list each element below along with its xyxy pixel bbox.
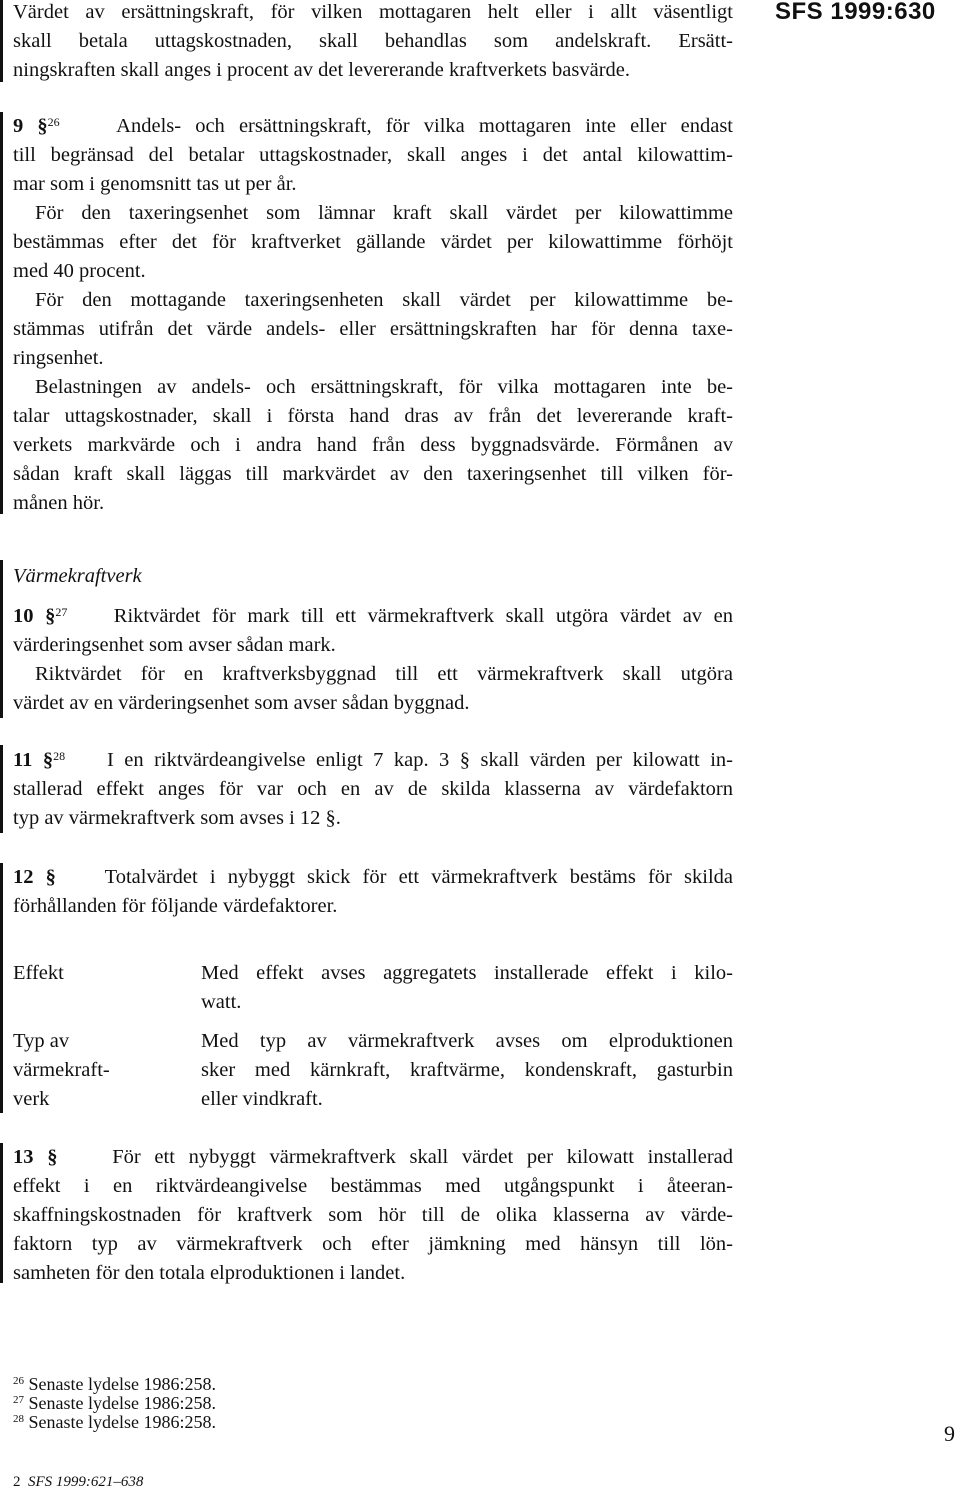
- section-heading: Värmekraftverk: [13, 565, 142, 587]
- factor-description: [201, 1027, 733, 1114]
- text-line: ringsenhet.: [13, 347, 104, 369]
- text-line: ningskraften skall anges i procent av det levererande kraftverkets basvärde.: [13, 59, 631, 81]
- page-number: 9: [944, 1421, 955, 1446]
- text-line: samheten för den totala elproduktionen i landet.: [13, 1262, 406, 1284]
- text-span: Riktvärdet för mark till ett värmekraftverk skall utgöra värdet av en: [113, 605, 734, 627]
- footnote-ref: 28: [53, 749, 66, 763]
- text-line: Med effekt avses aggregatets installerade effekt i kilo-: [201, 962, 733, 984]
- text-line: Belastningen av andels- och ersättningskraft, för vilka mottagaren inte be-: [35, 376, 733, 398]
- text-line: typ av värmekraftverk som avses i 12 §.: [13, 807, 341, 829]
- footnote: [13, 1413, 216, 1432]
- text-line: [13, 863, 733, 892]
- footnote: [13, 1394, 216, 1413]
- factor-term: [13, 1027, 110, 1114]
- term-line: Effekt: [13, 962, 64, 984]
- text-line: värderingsenhet som avser sådan mark.: [13, 634, 336, 656]
- section-10: [13, 602, 733, 718]
- factor-description: [201, 959, 733, 1017]
- text-line: skaffningskostnaden för kraftverk som hör till de olika klasserna av värde-: [13, 1204, 733, 1226]
- text-line: faktorn typ av värmekraftverk och efter jämkning med hänsyn till lön-: [13, 1233, 733, 1255]
- text-line: talar uttagskostnader, skall i första hand dras av från det levererande kraft-: [13, 405, 733, 427]
- footnote-text: Senaste lydelse 1986:258.: [28, 1393, 216, 1413]
- text-line: watt.: [201, 991, 242, 1013]
- footer-reference: [13, 1473, 143, 1491]
- text-line: bestämmas efter det för kraftverket gällande värdet per kilowattimme förhöjt: [13, 231, 733, 253]
- footnote-number: 26: [13, 1375, 24, 1387]
- text-line: värdet av en värderingsenhet som avser sådan byggnad.: [13, 692, 470, 714]
- text-line: [13, 602, 733, 631]
- document-reference: SFS 1999:630: [775, 0, 936, 25]
- change-bar: [0, 745, 3, 833]
- footnote: [13, 1375, 216, 1394]
- footnote-text: Senaste lydelse 1986:258.: [28, 1374, 216, 1394]
- footer-ref: SFS 1999:621–638: [28, 1474, 144, 1490]
- section-number: 13 §: [13, 1146, 58, 1168]
- term-line: värmekraft-: [13, 1059, 110, 1081]
- text-span: I en riktvärdeangivelse enligt 7 kap. 3 § skall värden per kilowatt in-: [106, 749, 733, 771]
- text-line: verkets markvärde och i andra hand från dess byggnadsvärde. Förmånen av: [13, 434, 733, 456]
- text-line: [13, 746, 733, 775]
- footnote-ref: 27: [55, 605, 68, 619]
- text-span: För ett nybyggt värmekraftverk skall värdet per kilowatt installerad: [112, 1146, 734, 1168]
- section-number: 10 §: [13, 605, 56, 627]
- change-bar: [0, 560, 3, 718]
- footnote-text: Senaste lydelse 1986:258.: [28, 1412, 216, 1432]
- text-span: Andels- och ersättningskraft, för vilka mottagaren inte eller endast: [116, 115, 734, 137]
- section-number: 11 §: [13, 749, 54, 771]
- change-bar: [0, 863, 3, 1113]
- text-line: mar som i genomsnitt tas ut per år.: [13, 173, 297, 195]
- text-line: Med typ av värmekraftverk avses om elproduktionen: [201, 1030, 733, 1052]
- text-line: [13, 112, 733, 141]
- text-line: månen hör.: [13, 492, 105, 514]
- term-line: Typ av: [13, 1030, 70, 1052]
- footnote-number: 27: [13, 1394, 24, 1406]
- section-12: [13, 863, 733, 921]
- footnote-number: 28: [13, 1413, 24, 1425]
- section-13: [13, 1143, 733, 1288]
- text-line: stallerad effekt anges för var och en av de skilda klasserna av värdefaktorn: [13, 778, 733, 800]
- text-line: sådan kraft skall läggas till markvärdet av den taxeringsenhet till vilken för-: [13, 463, 733, 485]
- text-line: För den taxeringsenhet som lämnar kraft skall värdet per kilowattimme: [35, 202, 733, 224]
- text-line: stämmas utifrån det värde andels- eller ersättningskraften har för denna taxe-: [13, 318, 733, 340]
- text-line: effekt i en riktvärdeangivelse bestämmas med utgångspunkt i åteeran-: [13, 1175, 733, 1197]
- change-bar: [0, 112, 3, 514]
- section-11: [13, 746, 733, 833]
- text-line: [13, 1143, 733, 1172]
- text-line: eller vindkraft.: [201, 1088, 323, 1110]
- text-line: till begränsad del betalar uttagskostnader, skall anges i det antal kilowattim-: [13, 144, 733, 166]
- intro-paragraph: [13, 0, 733, 85]
- change-bar: [0, 0, 3, 82]
- factor-term: [13, 959, 64, 988]
- footer-number: 2: [13, 1474, 21, 1490]
- change-bar: [0, 1143, 3, 1283]
- text-span: Totalvärdet i nybyggt skick för ett värmekraftverk bestäms för skilda: [104, 866, 734, 888]
- section-number: 12 §: [13, 866, 56, 888]
- footnotes: [13, 1375, 216, 1432]
- footnote-ref: 26: [47, 115, 60, 129]
- text-line: Riktvärdet för en kraftverksbyggnad till ett värmekraftverk skall utgöra: [35, 663, 733, 685]
- text-line: sker med kärnkraft, kraftvärme, kondenskraft, gasturbin: [201, 1059, 733, 1081]
- text-line: För den mottagande taxeringsenheten skall värdet per kilowattimme be-: [35, 289, 733, 311]
- text-line: skall betala uttagskostnaden, skall behandlas som andelskraft. Ersätt-: [13, 30, 733, 52]
- text-line: förhållanden för följande värdefaktorer.: [13, 895, 338, 917]
- text-line: med 40 procent.: [13, 260, 146, 282]
- section-9: [13, 112, 733, 518]
- term-line: verk: [13, 1088, 50, 1110]
- text-line: Värdet av ersättningskraft, för vilken mottagaren helt eller i allt väsentligt: [13, 1, 733, 23]
- section-number: 9 §: [13, 115, 48, 137]
